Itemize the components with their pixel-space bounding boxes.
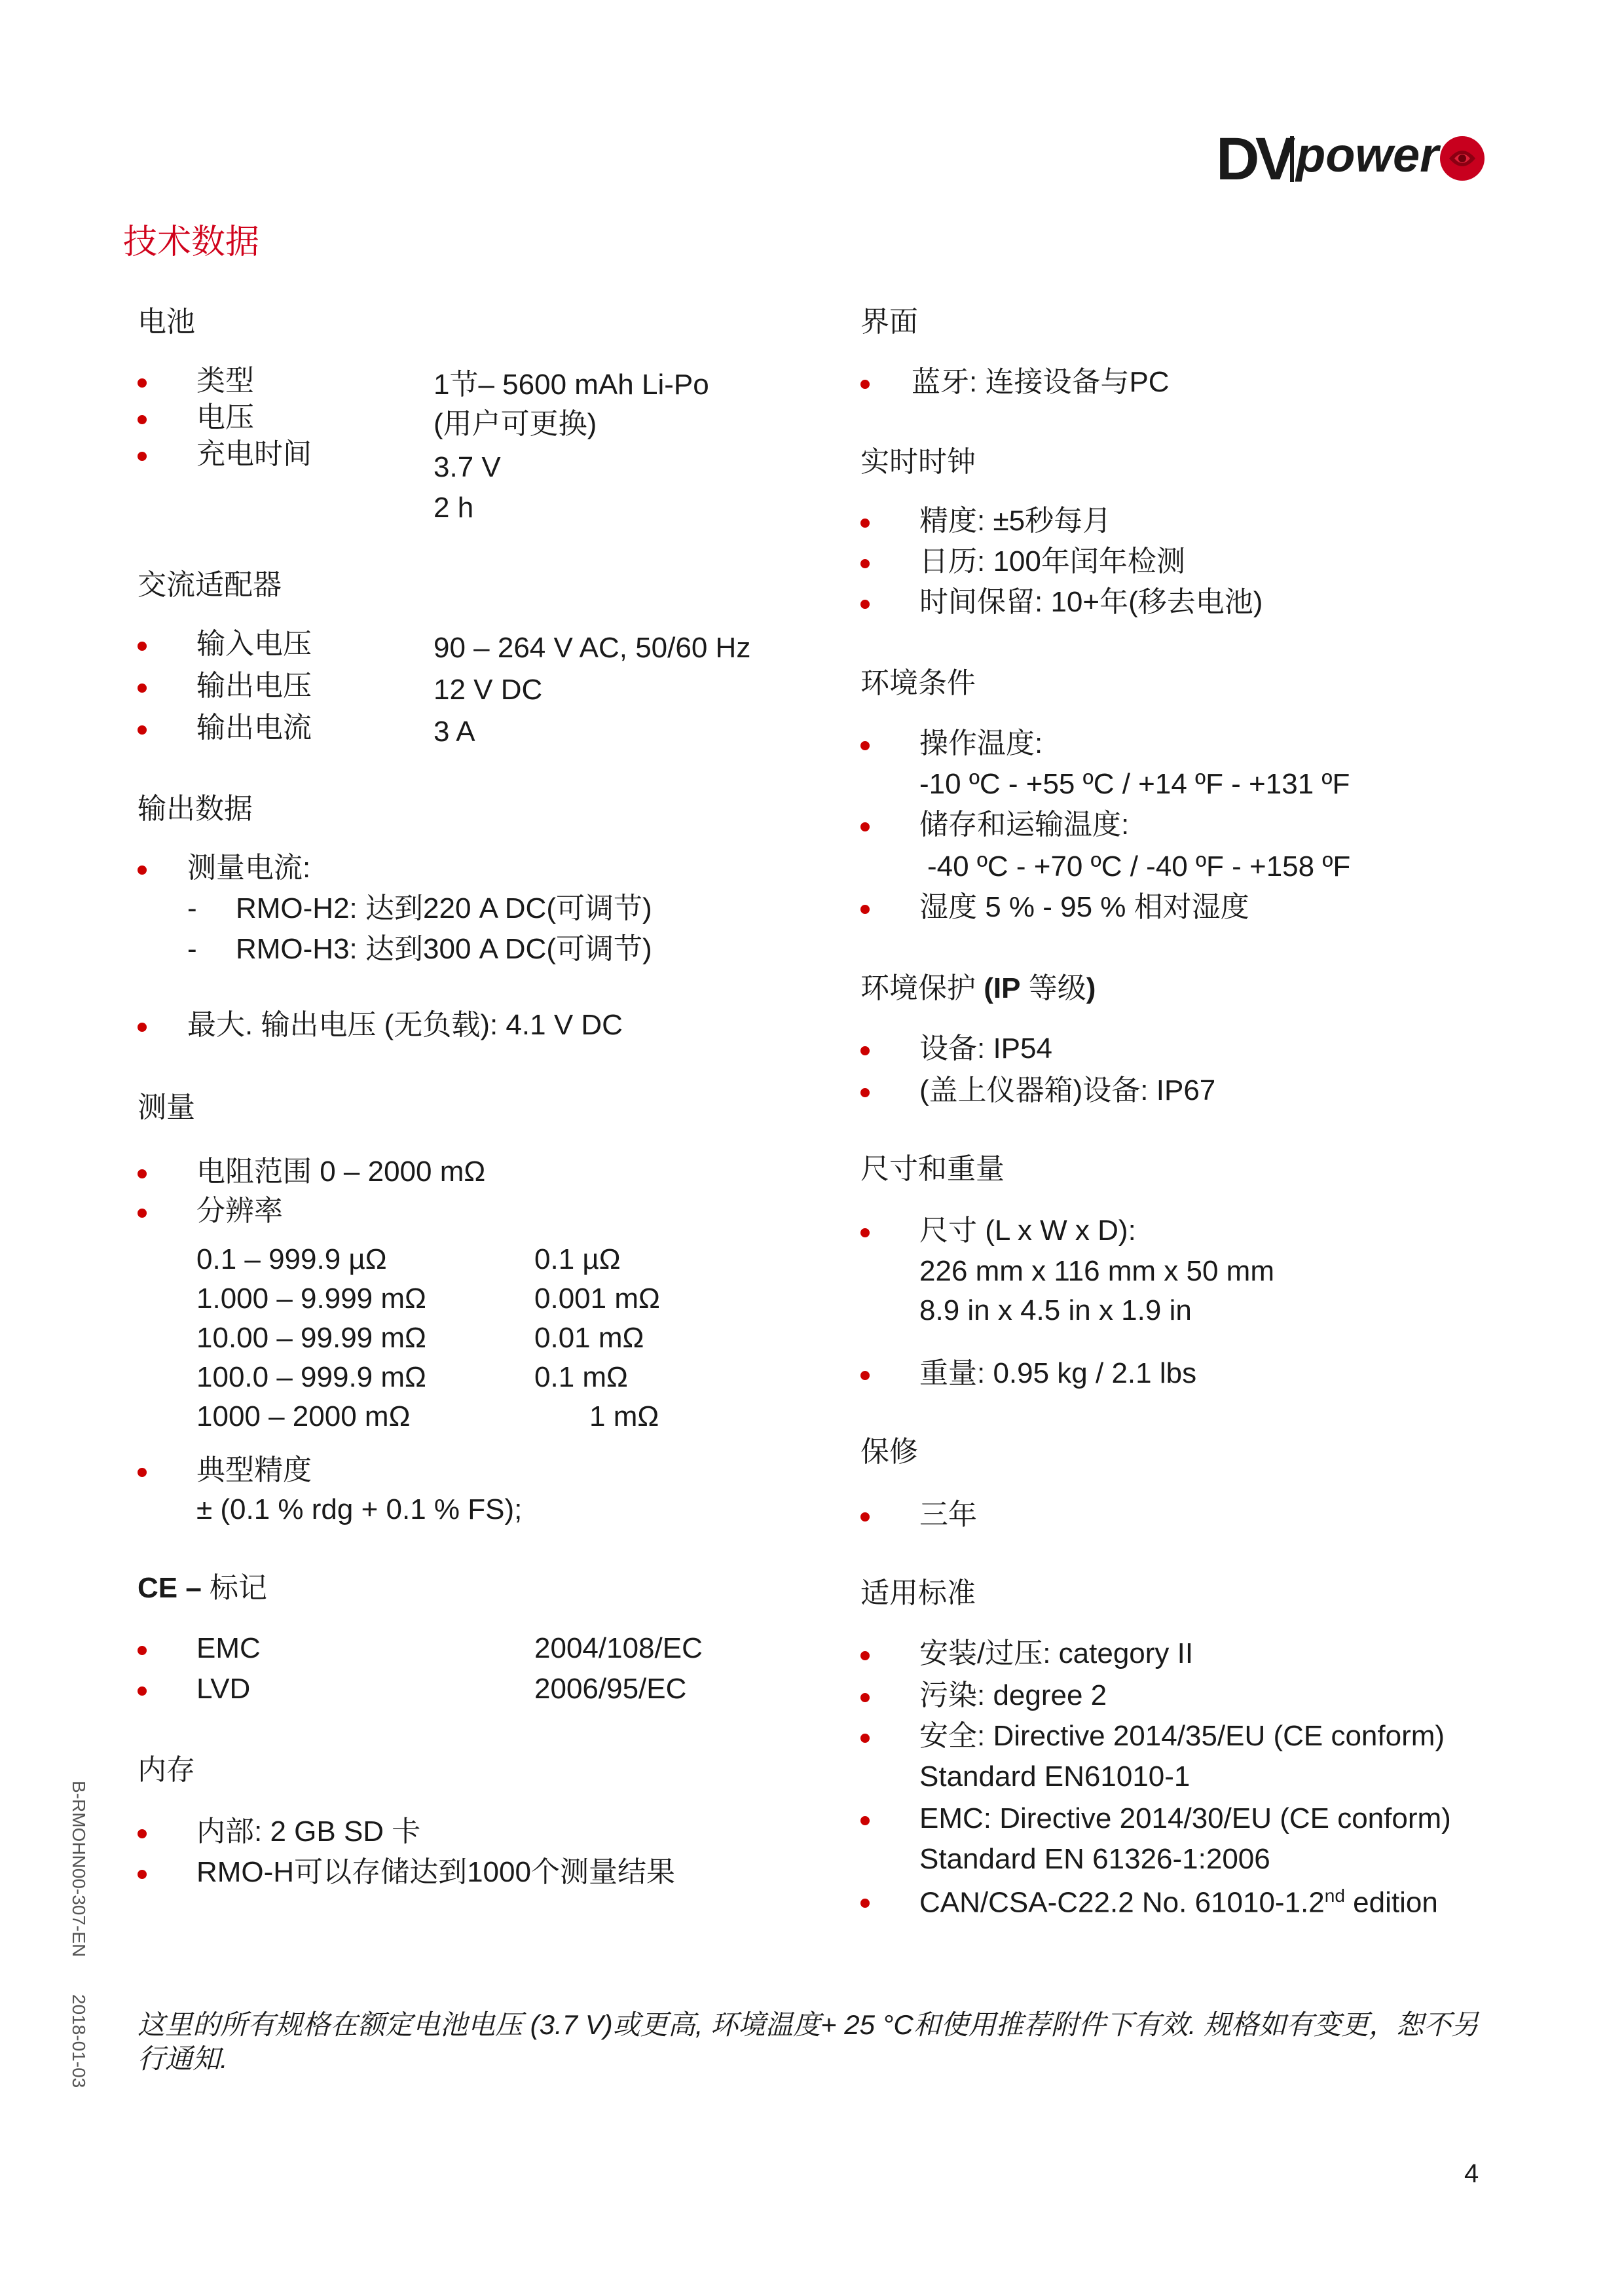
dash: - xyxy=(187,892,197,924)
ce-label: LVD xyxy=(196,1673,251,1705)
bullet xyxy=(138,1829,147,1838)
dimensions-size-label: 尺寸 (L x W x D): xyxy=(919,1214,1136,1247)
ce-heading-rest: 标记 xyxy=(201,1572,268,1604)
battery-value: (用户可更换) xyxy=(434,408,597,440)
bullet xyxy=(860,1088,870,1097)
resolution-range: 10.00 – 99.99 mΩ xyxy=(196,1322,426,1354)
dimensions-size-in: 8.9 in x 4.5 in x 1.9 in xyxy=(919,1294,1192,1326)
measurement-range: 电阻范围 0 – 2000 mΩ xyxy=(196,1156,486,1188)
env-op-label: 操作温度: xyxy=(919,727,1043,759)
rtc-item: 精度: ±5秒每月 xyxy=(919,505,1112,537)
battery-value: 3.7 V xyxy=(434,451,501,483)
bullet xyxy=(138,683,147,693)
accuracy-value: ± (0.1 % rdg + 0.1 % FS); xyxy=(196,1493,523,1525)
standards-safety: 安全: Directive 2014/35/EU (CE conform) xyxy=(919,1720,1445,1752)
resolution-range: 0.1 – 999.9 µΩ xyxy=(196,1243,387,1275)
bullet xyxy=(138,415,147,424)
bullet xyxy=(860,1816,870,1825)
protection-heading-b: (IP xyxy=(984,972,1021,1004)
battery-label: 充电时间 xyxy=(196,438,312,470)
bullet xyxy=(860,1228,870,1237)
adapter-value: 3 A xyxy=(434,716,475,748)
bullet xyxy=(860,1693,870,1702)
bullet xyxy=(860,1046,870,1055)
bullet xyxy=(860,1512,870,1522)
resolution-value: 0.1 µΩ xyxy=(534,1243,621,1275)
bullet xyxy=(138,1023,147,1032)
svg-text:V: V xyxy=(1255,126,1296,191)
side-doc-date: 2018-01-03 xyxy=(69,1994,89,2088)
warranty-item: 三年 xyxy=(919,1499,977,1531)
bullet xyxy=(860,380,870,389)
bullet xyxy=(860,905,870,914)
resolution-value: 0.1 mΩ xyxy=(534,1361,628,1393)
protection-item: 设备: IP54 xyxy=(919,1032,1052,1065)
battery-label: 电压 xyxy=(196,401,254,433)
bullet xyxy=(138,1646,147,1655)
adapter-heading: 交流适配器 xyxy=(138,569,282,601)
rtc-item: 时间保留: 10+年(移去电池) xyxy=(919,586,1263,618)
interface-item: 蓝牙: 连接设备与PC xyxy=(912,366,1170,398)
standards-can-a: CAN/CSA-C22.2 No. 61010-1.2 xyxy=(919,1886,1325,1919)
bullet xyxy=(860,1371,870,1380)
dimensions-heading: 尺寸和重量 xyxy=(860,1153,1005,1185)
env-op-value: -10 ºC - +55 ºC / +14 ºF - +131 ºF xyxy=(919,768,1350,800)
adapter-label: 输出电流 xyxy=(196,712,312,744)
standards-install: 安装/过压: category II xyxy=(919,1637,1194,1669)
logo xyxy=(1215,119,1490,191)
output-max-voltage: 最大. 输出电压 (无负载): 4.1 V DC xyxy=(187,1009,623,1041)
resolution-value: 1 mΩ xyxy=(589,1400,659,1432)
bullet xyxy=(138,1870,147,1879)
protection-heading-a: 环境保护 xyxy=(860,972,984,1004)
bullet xyxy=(138,1169,147,1178)
dimensions-weight: 重量: 0.95 kg / 2.1 lbs xyxy=(919,1357,1197,1389)
protection-item: (盖上仪器箱)设备: IP67 xyxy=(919,1074,1216,1106)
output-heading: 输出数据 xyxy=(138,793,253,825)
output-sub: RMO-H2: 达到220 A DC(可调节) xyxy=(236,892,652,924)
footer-note: 行通知. xyxy=(138,2043,228,2074)
footer-note: 这里的所有规格在额定电池电压 (3.7 V)或更高, 环境温度+ 25 °C和使用推荐附件下有效. 规格如有变更，恕不另 xyxy=(138,2009,1479,2040)
ce-value: 2004/108/EC xyxy=(534,1632,703,1664)
bullet xyxy=(138,1686,147,1696)
standards-heading: 适用标准 xyxy=(860,1577,976,1609)
battery-value: 1节– 5600 mAh Li-Po xyxy=(434,369,709,401)
svg-text:D: D xyxy=(1216,126,1260,191)
accuracy-label: 典型精度 xyxy=(196,1454,312,1486)
warranty-heading: 保修 xyxy=(860,1436,918,1468)
measurement-heading: 测量 xyxy=(138,1091,195,1123)
adapter-value: 90 – 264 V AC, 50/60 Hz xyxy=(434,632,751,664)
bullet xyxy=(860,559,870,568)
resolution-range: 1.000 – 9.999 mΩ xyxy=(196,1283,426,1315)
environment-heading: 环境条件 xyxy=(860,667,976,699)
memory-item: 内部: 2 GB SD 卡 xyxy=(196,1815,421,1848)
bullet xyxy=(138,866,147,875)
protection-heading xyxy=(860,974,1096,1003)
rtc-heading: 实时时钟 xyxy=(860,446,976,478)
env-st-label: 储存和运输温度: xyxy=(919,809,1130,841)
bullet xyxy=(860,1734,870,1743)
resolution-value: 0.001 mΩ xyxy=(534,1283,660,1315)
page-title: 技术数据 xyxy=(123,223,260,261)
ce-heading-bold: CE – xyxy=(138,1572,202,1604)
resolution-label: 分辨率 xyxy=(196,1195,283,1227)
dimensions-size-mm: 226 mm x 116 mm x 50 mm xyxy=(919,1255,1274,1287)
protection-heading-c: 等级 xyxy=(1020,972,1086,1004)
battery-label: 类型 xyxy=(196,365,254,397)
adapter-label: 输出电压 xyxy=(196,670,312,702)
standards-emc-std: Standard EN 61326-1:2006 xyxy=(919,1843,1270,1875)
memory-item: RMO-H可以存储达到1000个测量结果 xyxy=(196,1856,675,1888)
bullet xyxy=(138,452,147,461)
standards-can-sup: nd xyxy=(1324,1886,1345,1906)
svg-text:power: power xyxy=(1296,128,1439,182)
bullet xyxy=(860,519,870,528)
standards-pollution: 污染: degree 2 xyxy=(919,1679,1107,1711)
memory-heading: 内存 xyxy=(138,1754,195,1786)
output-sub: RMO-H3: 达到300 A DC(可调节) xyxy=(236,933,652,965)
bullet xyxy=(860,600,870,609)
ce-label: EMC xyxy=(196,1632,261,1664)
protection-heading-d: ) xyxy=(1086,972,1096,1004)
bullet xyxy=(860,741,870,750)
adapter-label: 输入电压 xyxy=(196,628,312,660)
battery-value: 2 h xyxy=(434,492,474,524)
ce-value: 2006/95/EC xyxy=(534,1673,687,1705)
bullet xyxy=(860,1651,870,1660)
bullet xyxy=(138,378,147,388)
env-humidity: 湿度 5 % - 95 % 相对湿度 xyxy=(919,891,1249,923)
interface-heading: 界面 xyxy=(860,306,918,338)
standards-emc: EMC: Directive 2014/30/EU (CE conform) xyxy=(919,1802,1451,1834)
battery-heading: 电池 xyxy=(138,306,195,338)
page-number: 4 xyxy=(1464,2159,1479,2188)
env-st-value: -40 ºC - +70 ºC / -40 ºF - +158 ºF xyxy=(927,850,1351,883)
dash: - xyxy=(187,933,197,965)
output-current-label: 测量电流: xyxy=(187,852,311,884)
standards-safety-std: Standard EN61010-1 xyxy=(919,1760,1190,1793)
side-doc-code: B-RMOHN00-307-EN xyxy=(69,1781,89,1958)
rtc-item: 日历: 100年闰年检测 xyxy=(919,545,1185,577)
bullet xyxy=(138,725,147,735)
standards-can-b: edition xyxy=(1344,1886,1438,1919)
resolution-range: 1000 – 2000 mΩ xyxy=(196,1400,411,1432)
bullet xyxy=(860,1899,870,1908)
bullet xyxy=(138,1209,147,1218)
bullet xyxy=(860,822,870,831)
ce-heading xyxy=(138,1574,267,1603)
resolution-range: 100.0 – 999.9 mΩ xyxy=(196,1361,426,1393)
standards-can xyxy=(919,1887,1438,1918)
bullet xyxy=(138,1468,147,1477)
resolution-value: 0.01 mΩ xyxy=(534,1322,644,1354)
dvpower-logo-graphic xyxy=(1215,119,1490,191)
bullet xyxy=(138,642,147,651)
adapter-value: 12 V DC xyxy=(434,674,543,706)
